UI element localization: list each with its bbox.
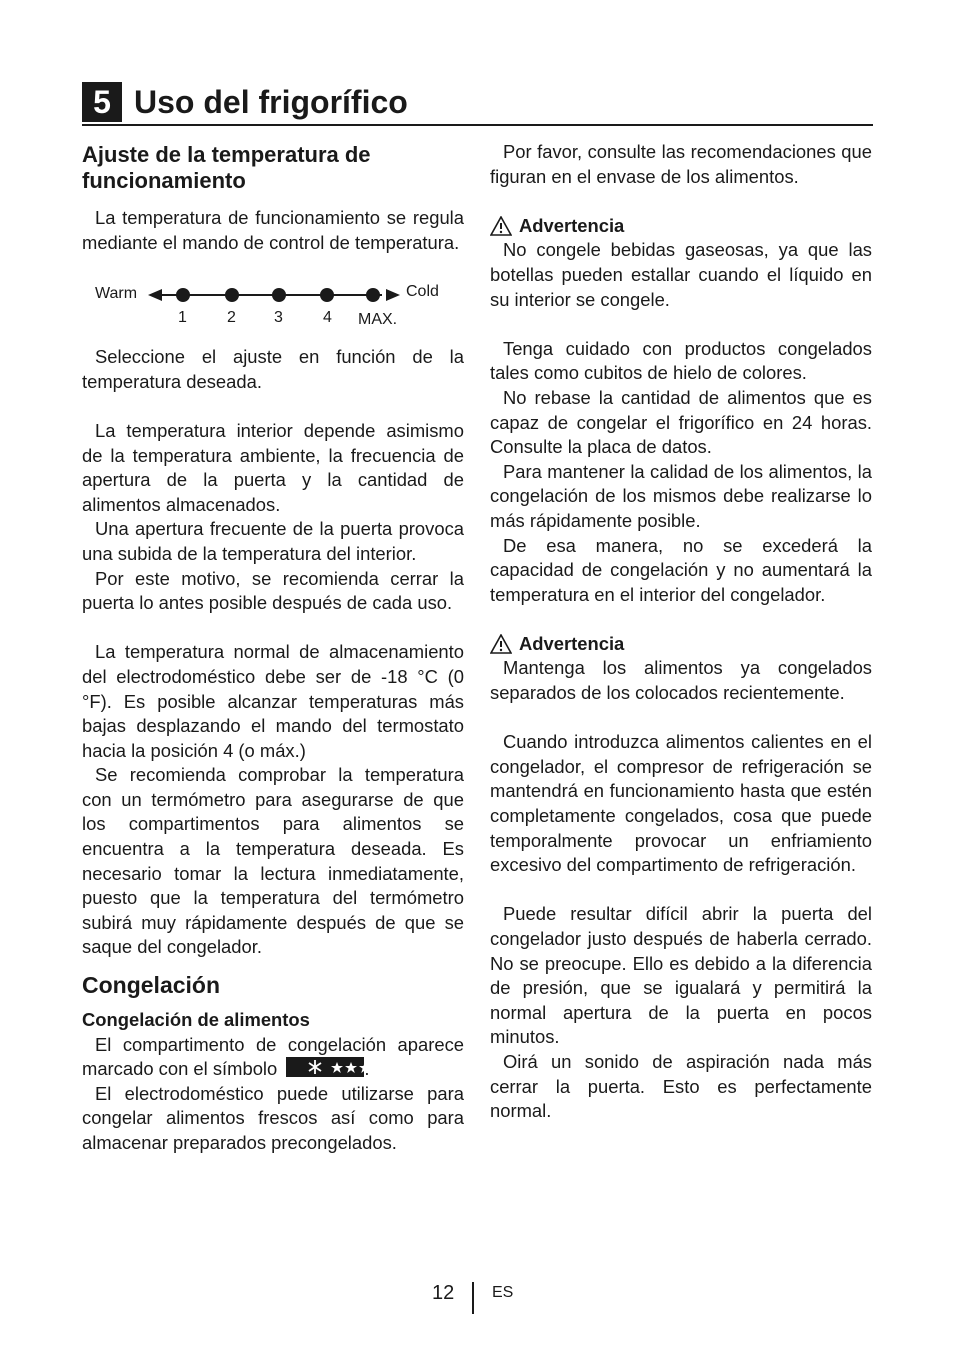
- paragraph-favor: Por favor, consulte las recomendaciones que figuran en el envase de los alimentos.: [490, 141, 872, 187]
- paragraph-motivo: Por este motivo, se recomienda cerrar la puerta lo antes posible después de cada uso.: [82, 567, 464, 614]
- paragraph-cuidado: Tenga cuidado con productos congelados tales como cubitos de hielo de colores.: [490, 337, 872, 384]
- arrow-right-icon: [386, 289, 400, 301]
- left-column: [82, 140, 464, 1156]
- section-heading-congelacion: Congelación: [82, 972, 221, 999]
- chapter-header: [82, 82, 873, 126]
- paragraph-normal: La temperatura normal de almacenamiento del electrodoméstico debe ser de -18 °C (0 °F). Es posible alcanzar temperaturas más bajas desplazando el mando del termostato hacia la posición 4 (o máx.): [82, 641, 464, 761]
- warning-1-text: No congele bebidas gaseosas, ya que las botellas pueden estallar cuando el líquido en su interior se congele.: [490, 239, 872, 310]
- dial-position-2: 2: [227, 309, 236, 327]
- right-column: [490, 140, 872, 1124]
- dial-label-cold: Cold: [406, 283, 439, 301]
- warning-2-text: Mantenga los alimentos ya congelados separados de los colocados recientemente.: [490, 657, 872, 704]
- dial-dot-4: [320, 288, 334, 302]
- temperature-dial-diagram: [82, 259, 464, 345]
- chapter-title: Uso del frigorífico: [134, 84, 408, 120]
- paragraph-calientes: Cuando introduzca alimentos calientes en el congelador, el compresor de refrigeración se mantendrá en funcionamiento hasta que estén completamente congelados, cosa que puede temporalmente provocar un enfriamiento excesivo del compartimento de refrigeración.: [490, 731, 872, 876]
- warning-icon: [490, 634, 512, 654]
- paragraph-dificil: Puede resultar difícil abrir la puerta del congelador justo después de haberla cerrado. No se preocupe. Ello es debido a la diferencia de presión, que se igualará y permitirá la normal apertura de la puerta en pocos minutos.: [490, 903, 872, 1048]
- warning-2-title: Advertencia: [519, 632, 625, 654]
- page-number: 12: [432, 1282, 455, 1304]
- dial-dot-max: [366, 288, 380, 302]
- dial-dot-3: [272, 288, 286, 302]
- warning-icon: [490, 216, 512, 236]
- paragraph-sonido: Oirá un sonido de aspiración nada más cerrar la puerta. Esto es perfectamente normal.: [490, 1050, 872, 1122]
- dial-position-3: 3: [274, 309, 283, 327]
- dial-position-4: 4: [323, 309, 332, 327]
- dial-position-1: 1: [178, 309, 187, 327]
- dial-position-max: MAX.: [358, 311, 398, 329]
- subheading-congelacion-alimentos: Congelación de alimentos: [82, 1009, 310, 1031]
- paragraph-manera: De esa manera, no se excederá la capacidad de congelación y no aumentará la temperatura en el interior del congelador.: [490, 534, 872, 605]
- warning-2: [490, 632, 872, 657]
- paragraph-calidad: Para mantener la calidad de los alimentos, la congelación de los mismos debe realizarse lo más rápidamente posible.: [490, 460, 872, 531]
- dial-label-warm: Warm: [95, 285, 138, 303]
- paragraph-rebase: No rebase la cantidad de alimentos que es capaz de congelar el frigorífico en 24 horas. Consulte la placa de datos.: [490, 386, 872, 458]
- paragraph-intro: La temperatura de funcionamiento se regula mediante el mando de control de temperatura.: [82, 207, 464, 253]
- footer-divider: [472, 1282, 474, 1314]
- warning-1: [490, 214, 872, 239]
- paragraph-comprobar: Se recomienda comprobar la temperatura con un termómetro para asegurarse de que los compartimentos para alimentos se encuentra a la temperatura deseada. Es necesario tomar la lectura inmediatamente, puesto que la temperatura del termómetro subirá muy rápidamente después de que se saque del congelador.: [82, 764, 464, 958]
- dial-scale-graphic: [82, 259, 464, 345]
- paragraph-compartimento-text: El compartimento de congelación aparece marcado con el símbolo: [82, 1033, 464, 1080]
- dial-dot-2: [225, 288, 239, 302]
- warning-1-title: Advertencia: [519, 214, 625, 236]
- paragraph-apertura: Una apertura frecuente de la puerta provoca una subida de la temperatura del interior.: [82, 518, 464, 564]
- dial-dot-1: [176, 288, 190, 302]
- paragraph-compartimento: [82, 1033, 464, 1082]
- arrow-left-icon: [148, 289, 162, 301]
- language-code: ES: [492, 1284, 514, 1301]
- freezer-star-symbol-icon: [286, 1057, 364, 1077]
- chapter-number: 5: [82, 82, 122, 122]
- paragraph-interior: La temperatura interior depende asimismo de la temperatura ambiente, la frecuencia de apertura de la puerta y la cantidad de alimentos almacenados.: [82, 419, 464, 515]
- paragraph-select: Seleccione el ajuste en función de la temperatura deseada.: [82, 346, 464, 392]
- paragraph-electrodomestico: El electrodoméstico puede utilizarse para congelar alimentos frescos así como para almacenar preparados precongelados.: [82, 1082, 464, 1153]
- section-heading-temperature: Ajuste de la temperatura de funcionamiento: [82, 142, 371, 193]
